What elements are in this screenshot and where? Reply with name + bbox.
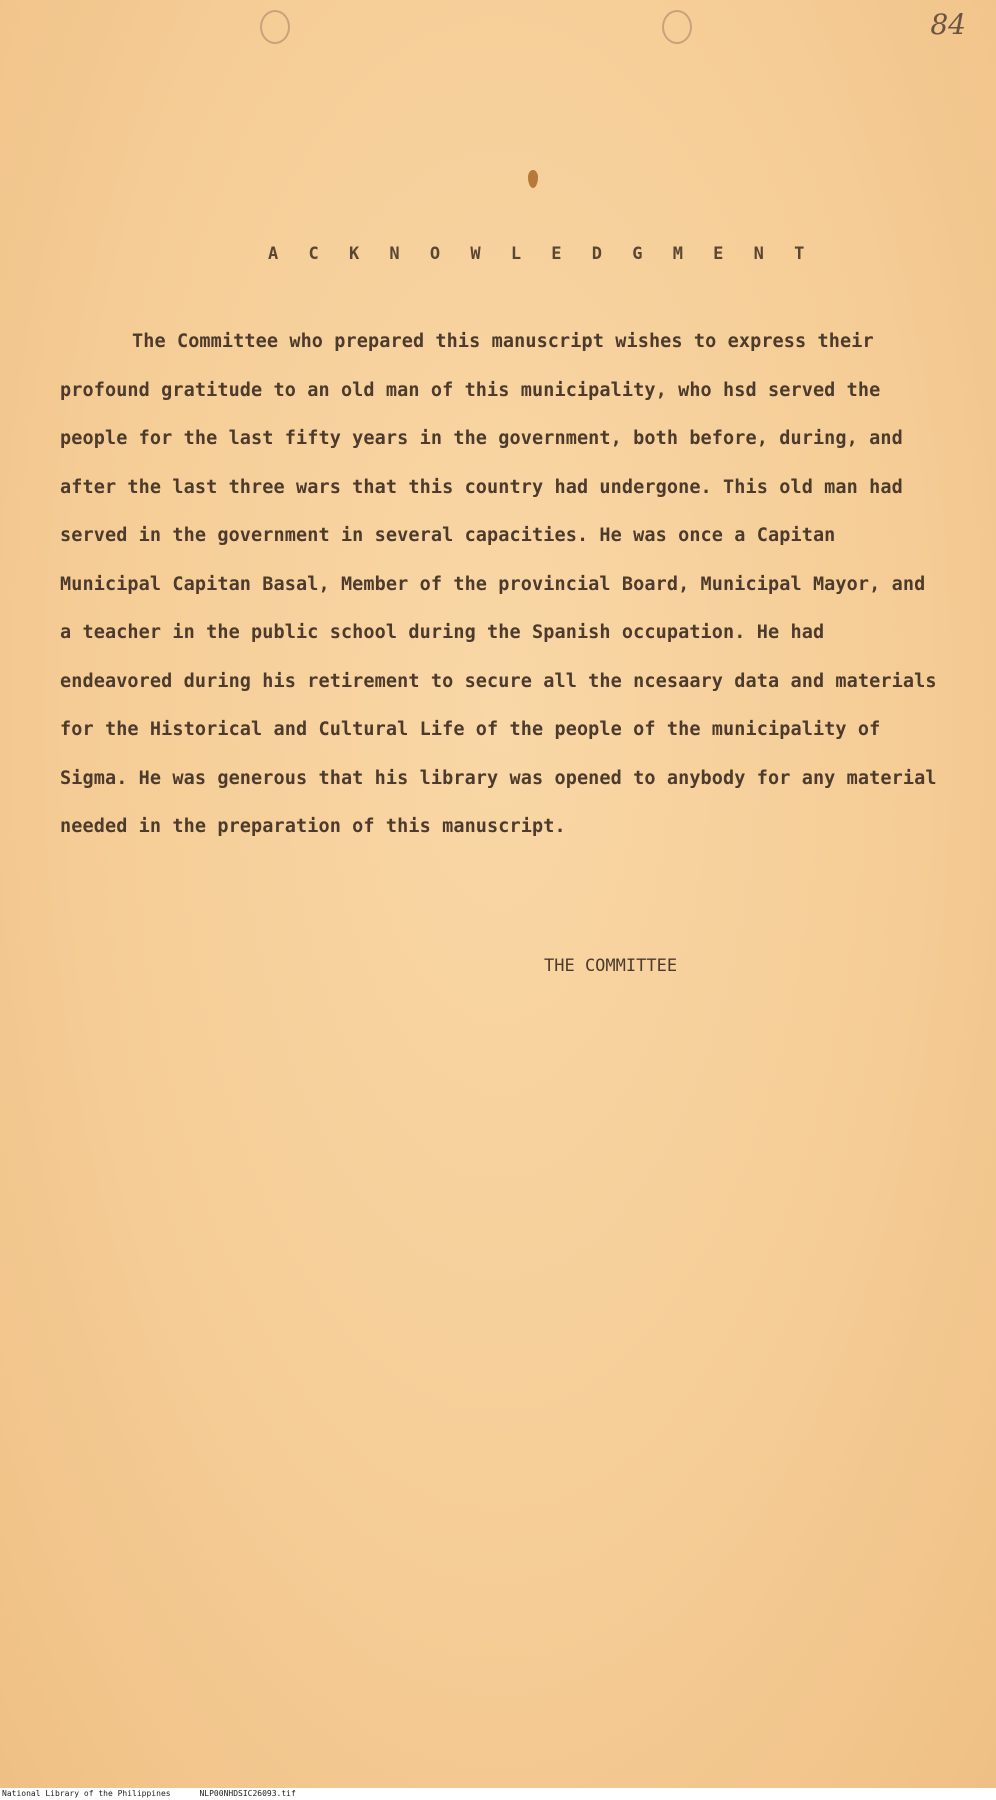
signature-line: THE COMMITTEE — [544, 956, 678, 976]
punch-hole-left — [260, 10, 290, 44]
footer-file-text: NLP00NHDSIC26093.tif — [199, 1789, 296, 1798]
bleed-through-line — [48, 220, 948, 236]
document-title: A C K N O W L E D G M E N T — [268, 244, 815, 264]
acknowledgment-paragraph: The Committee who prepared this manuscript wishes to express their profound gratitude to an old man of this municipality, who hsd served the people for the last fifty years in the government, both before, during, and after the last three wars that this country had undergone. This old man had served in the government in several capacities. He was once a Capitan Municipal Capitan Basal, Member of the provincial Board, Municipal Mayor, and a teacher in the public school during the Spanish occupation. He had endeavored during his retirement to secure all the ncesaary data and materials for the Historical and Cultural Life of the people of the municipality of Sigma. He was generous that his library was opened to anybody for any material needed in the preparation of this manuscript. — [60, 331, 937, 837]
footer-source-text: National Library of the Philippines — [2, 1789, 171, 1798]
footer-source — [2, 1788, 296, 1800]
punch-hole-right — [662, 10, 692, 44]
ink-mark — [528, 170, 538, 188]
footer-strip — [0, 1788, 996, 1800]
page-number: 84 — [930, 8, 966, 41]
